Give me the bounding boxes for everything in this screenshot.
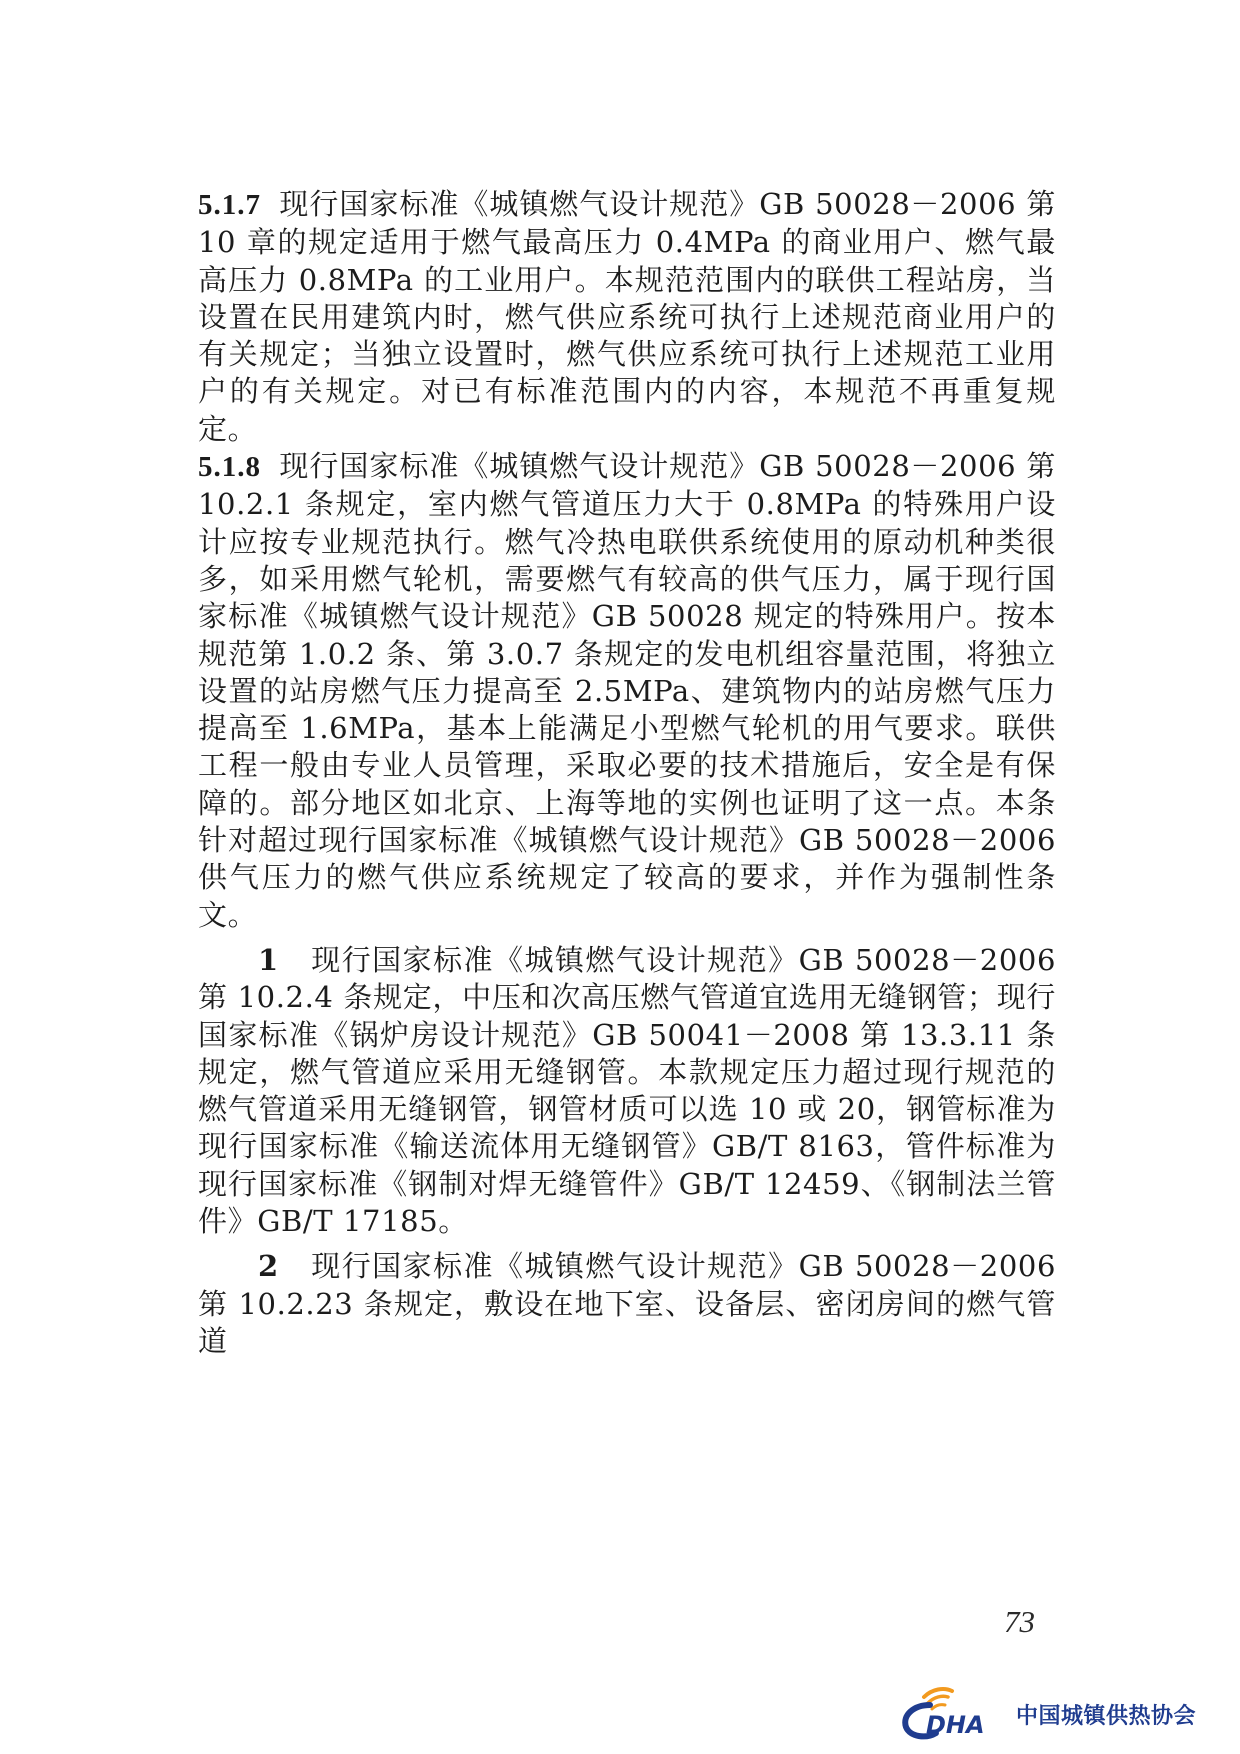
- section-5-1-7: [198, 186, 1056, 448]
- item-number: 1: [258, 942, 280, 977]
- cdha-logo-mark-icon: [896, 1683, 1016, 1743]
- section-text: 现行国家标准《城镇燃气设计规范》GB 50028－2006 第 10.2.1 条规定，室内燃气管道压力大于 0.8MPa 的特殊用户设计应按专业规范执行。燃气冷热电联供系统使用的原动机种类很多，如采用燃气轮机，需要燃气有较高的供气压力，属于现行国家标准《城镇燃气设计规范》GB 50028 规定的特殊用户。按本规范第 1.0.2 条、第 3.0.7 条规定的发电机组容量范围，将独立设置的站房燃气压力提高至 2.5MPa、建筑物内的站房燃气压力提高至 1.6MPa，基本上能满足小型燃气轮机的用气要求。联供工程一般由专业人员管理，采取必要的技术措施后，安全是有保障的。部分地区如北京、上海等地的实例也证明了这一点。本条针对超过现行国家标准《城镇燃气设计规范》GB 50028－2006 供气压力的燃气供应系统规定了较高的要求，并作为强制性条文。: [198, 449, 1056, 932]
- section-number: 5.1.7: [198, 189, 261, 221]
- section-number: 5.1.8: [198, 451, 261, 484]
- item-text: 现行国家标准《城镇燃气设计规范》GB 50028－2006 第 10.2.4 条规定，中压和次高压燃气管道宜选用无缝钢管；现行国家标准《锅炉房设计规范》GB 50041－2008 第 13.3.11 条规定，燃气管道应采用无缝钢管。本款规定压力超过现行规范的燃气管道采用无缝钢管，钢管材质可以选 10 或 20，钢管标准为现行国家标准《输送流体用无缝钢管》GB/T 8163，管件标准为现行国家标准《钢制对焊无缝管件》GB/T 12459、《钢制法兰管件》GB/T 17185。: [198, 942, 1056, 1239]
- document-body: [198, 186, 1056, 1360]
- logo-org-name: 中国城镇供热协会: [1016, 1704, 1197, 1729]
- page-number: 73: [1004, 1604, 1035, 1639]
- logo-mark-text: DHA: [926, 1711, 985, 1739]
- item-2: [198, 1248, 1056, 1360]
- section-5-1-8: [198, 448, 1056, 934]
- section-text: 现行国家标准《城镇燃气设计规范》GB 50028－2006 第 10 章的规定适用于燃气最高压力 0.4MPa 的商业用户、燃气最高压力 0.8MPa 的工业用户。本规范范围内的联供工程站房，当设置在民用建筑内时，燃气供应系统可执行上述规范商业用户的有关规定；当独立设置时，燃气供应系统可执行上述规范工业用户的有关规定。对已有标准范围内的内容，本规范不再重复规定。: [198, 187, 1056, 446]
- cdha-logo: [896, 1683, 1236, 1743]
- item-text: 现行国家标准《城镇燃气设计规范》GB 50028－2006 第 10.2.23 条规定，敷设在地下室、设备层、密闭房间的燃气管道: [198, 1249, 1056, 1358]
- item-1: [198, 942, 1056, 1240]
- item-number: 2: [258, 1249, 280, 1284]
